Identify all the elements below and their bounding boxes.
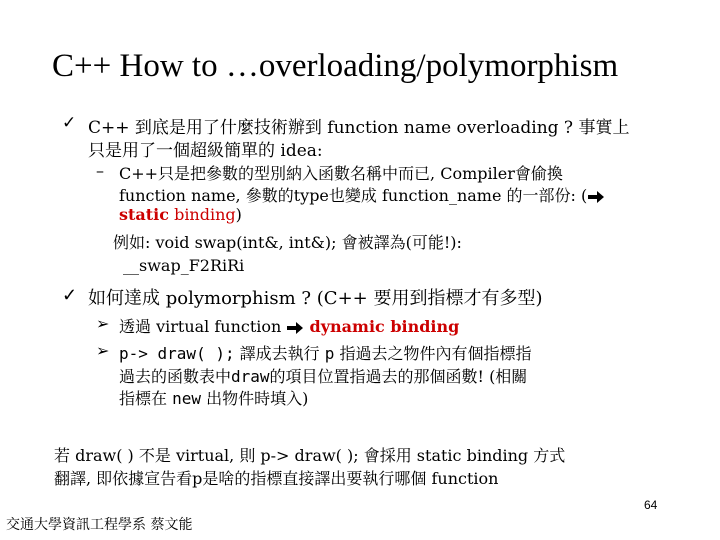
sub-2a-line (119, 314, 459, 337)
sub-2b-line-2 (119, 364, 527, 387)
sub-1-line-1: C++只是把參數的型別納入函數名稱中而已, Compiler會偷換 (119, 164, 563, 183)
bullet-2-line-1: 如何達成 polymorphism ? (C++ 要用到指標才有多型) (88, 288, 543, 309)
sub-2b-line-2b: 的項目位置指過去的那個函數! (相關 (269, 367, 528, 386)
sub-2b-line-2a: 過去的函數表中 (119, 367, 232, 386)
bullet-1-line-2: 只是用了一個超級簡單的 idea: (88, 141, 323, 161)
static-keyword: static (119, 205, 169, 224)
page-number: 64 (644, 498, 658, 512)
example-line: 例如: void swap(int&, int&); 會被譯為(可能!): (113, 233, 462, 252)
sub-2b-text-2: 指過去之物件內有個指標指 (334, 344, 532, 363)
sub-1-line-2-text: function name, 參數的type也變成 function_name 的一部份: ( (119, 186, 588, 205)
code-new: new (172, 389, 201, 408)
bullet-1-line-1: C++ 到底是用了什麼技術辦到 function name overloading ? 事實上 (88, 118, 630, 138)
arrow-bullet-icon-2: ➢ (96, 341, 110, 360)
binding-word: binding (168, 205, 236, 224)
sub-1-line-2 (119, 183, 605, 206)
code-p: p (324, 344, 335, 363)
check-bullet-icon: ✓ (62, 113, 77, 133)
note-line-2: 翻譯, 即依據宣告看p是啥的指標直接譯出要執行哪個 function (54, 469, 499, 488)
code-p-draw: p-> draw( ); (119, 344, 235, 363)
code-draw: draw (231, 367, 270, 386)
sub-2a-text: 透過 virtual function (119, 317, 287, 336)
arrow-bullet-icon: ➢ (96, 314, 110, 333)
right-arrow-icon (587, 190, 605, 204)
sub-2b-line-3a: 指標在 (119, 389, 173, 408)
sub-2b-line-3 (119, 386, 308, 409)
note-line-1: 若 draw( ) 不是 virtual, 則 p-> draw( ); 會採用 static binding 方式 (54, 446, 566, 465)
slide-title: C++ How to …overloading/polymorphism (52, 48, 619, 84)
sub-2b-line-1 (119, 341, 532, 364)
sub-1-line-3 (119, 205, 242, 224)
dynamic-binding-text: dynamic binding (309, 317, 460, 336)
footer-affiliation: 交通大學資訊工程學系 蔡文能 (6, 517, 193, 533)
close-paren: ) (235, 205, 242, 224)
right-arrow-icon-2 (286, 321, 304, 335)
sub-2b-text-1: 譯成去執行 (234, 344, 325, 363)
dash-bullet-icon: – (96, 161, 104, 180)
mangled-name: __swap_F2RiRi (123, 256, 245, 275)
sub-2b-line-3b: 出物件時填入) (201, 389, 309, 408)
check-bullet-icon-2: ✓ (62, 285, 78, 306)
